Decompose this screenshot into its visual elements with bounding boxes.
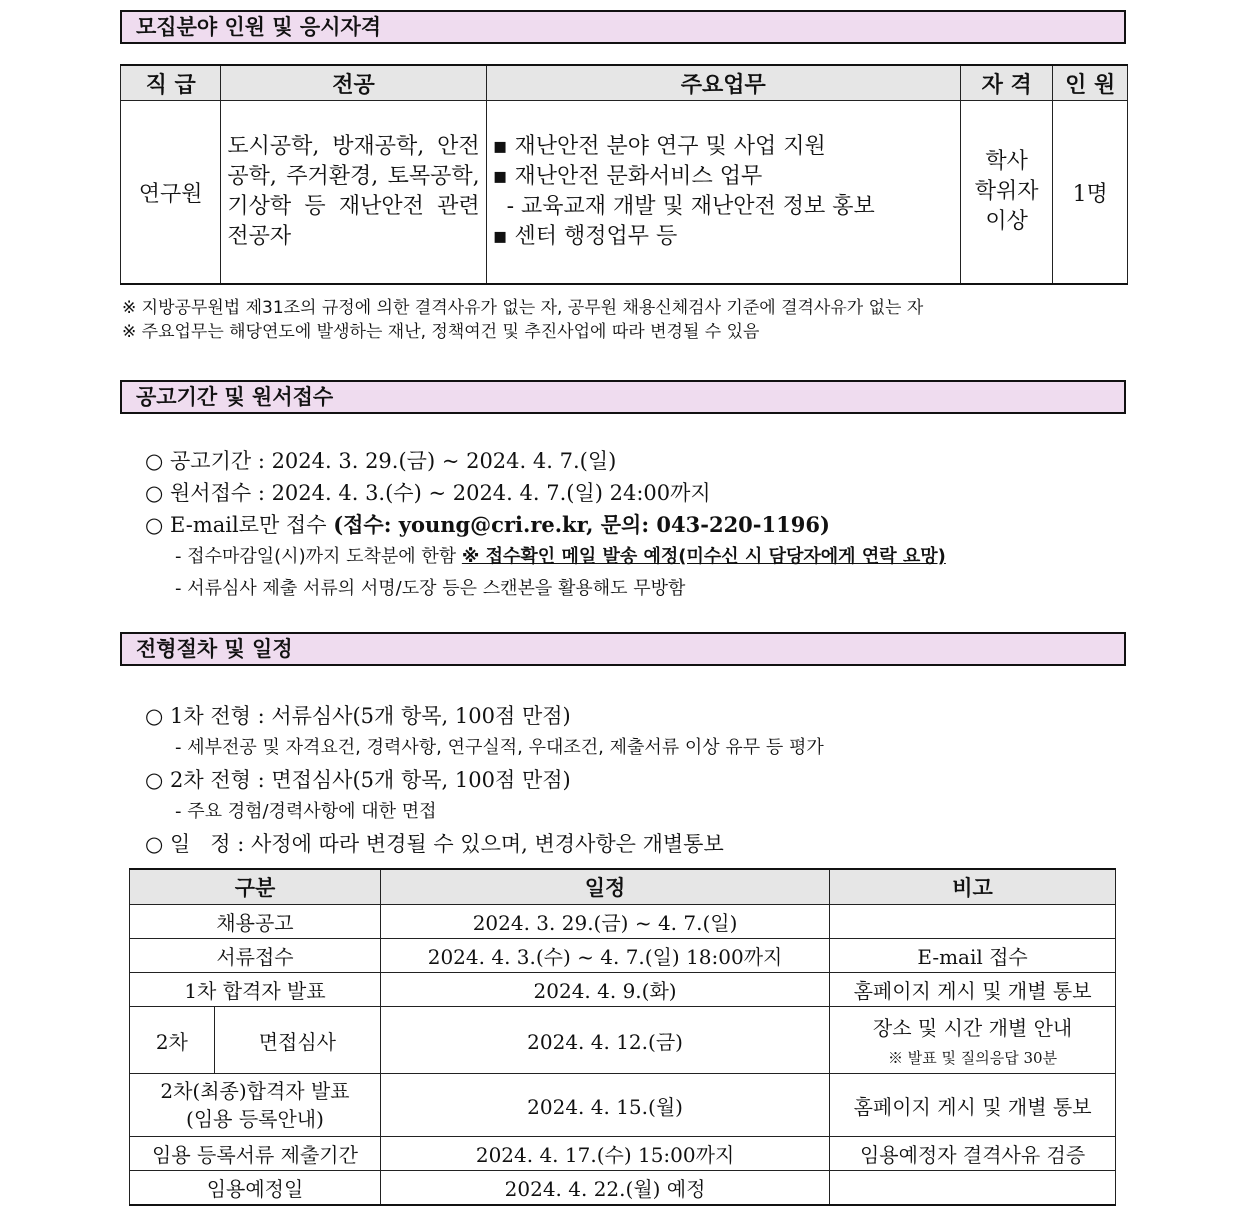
row-date: 2024. 4. 15.(월) [380,1074,829,1137]
confirmation-note: ※ 접수확인 메일 발송 예정(미수신 시 담당자에게 연락 요망) [461,546,946,567]
col-duties: 주요업무 [486,65,960,101]
table-row [130,905,1116,939]
row-note: 홈페이지 게시 및 개별 통보 [830,1074,1116,1137]
row-note: E-mail 접수 [830,939,1116,973]
row-category: 임용예정일 [130,1171,381,1206]
duty-item: ▪ 센터 행정업무 등 [492,224,678,249]
step1-detail: - 세부전공 및 자격요건, 경력사항, 연구실적, 우대조건, 제출서류 이상 유무 등 평가 [175,737,824,758]
schedule-header-row [130,869,1116,905]
col-note: 비고 [830,869,1116,905]
step2: ○ 2차 전형 : 면접심사(5개 항목, 100점 만점) [145,768,571,792]
row-date: 2024. 4. 22.(월) 예정 [380,1171,829,1206]
qualification-line: 학위자 [974,179,1039,204]
table-row [130,1074,1116,1137]
note-line: ※ 지방공무원법 제31조의 규정에 의한 결격사유가 없는 자, 공무원 채용신체검사 기준에 결격사유가 없는 자 [122,298,924,318]
email-prefix: ○ E-mail로만 접수 [145,513,334,537]
notes [122,296,923,344]
note-small: ※ 발표 및 질의응답 30분 [888,1049,1058,1067]
col-category: 구분 [130,869,381,905]
recruitment-header-row [121,65,1128,101]
row-date: 2024. 4. 17.(수) 15:00까지 [380,1137,829,1171]
duty-subitem: - 교육교재 개발 및 재난안전 정보 홍보 [492,194,875,219]
table-row [130,1171,1116,1206]
deadline-note [145,541,946,573]
row-category: 임용 등록서류 제출기간 [130,1137,381,1171]
schedule-table [129,868,1116,1206]
qualification-line: 이상 [985,209,1028,234]
table-row [130,1007,1116,1074]
table-row [130,939,1116,973]
row-note [830,905,1116,939]
scan-note: - 서류심사 제출 서류의 서명/도장 등은 스캔본을 활용해도 무방함 [175,578,686,599]
step1: ○ 1차 전형 : 서류심사(5개 항목, 100점 만점) [145,704,571,728]
row-date: 2024. 4. 3.(수) ~ 4. 7.(일) 18:00까지 [380,939,829,973]
category-line: 2차(최종)합격자 발표 [160,1079,350,1103]
major-cell: 도시공학, 방재공학, 안전공학, 주거환경, 토목공학, 기상학 등 재난안전 관련 전공자 [221,101,486,285]
row-date: 2024. 4. 9.(화) [380,973,829,1007]
row-category: 2차 [130,1007,215,1074]
row-note [830,1007,1116,1074]
schedule-note: ○ 일 정 : 사정에 따라 변경될 수 있으며, 변경사항은 개별통보 [145,832,724,856]
row-date: 2024. 4. 12.(금) [380,1007,829,1074]
row-note: 홈페이지 게시 및 개별 통보 [830,973,1116,1007]
email-contact: (접수: young@cri.re.kr, 문의: 043-220-1196) [333,512,830,537]
duties-cell [486,101,960,285]
category-line: (임용 등록안내) [186,1107,324,1131]
section-title-recruitment: 모집분야 인원 및 응시자격 [120,10,1126,44]
col-date: 일정 [380,869,829,905]
table-row [130,1137,1116,1171]
duty-item: ▪ 재난안전 문화서비스 업무 [492,164,763,189]
announcement-period: ○ 공고기간 : 2024. 3. 29.(금) ~ 2024. 4. 7.(일) [145,449,617,473]
row-subcategory: 면접심사 [214,1007,380,1074]
section-title-application: 공고기간 및 원서접수 [120,380,1126,414]
email-reception [145,509,946,541]
reception-period: ○ 원서접수 : 2024. 4. 3.(수) ~ 2024. 4. 7.(일) 24:00까지 [145,481,711,505]
section-title-procedure: 전형절차 및 일정 [120,632,1126,666]
col-major: 전공 [221,65,486,101]
col-rank: 직 급 [121,65,221,101]
qualification-line: 학사 [985,149,1028,174]
row-category: 1차 합격자 발표 [130,973,381,1007]
rank-cell: 연구원 [121,101,221,285]
row-note [830,1171,1116,1206]
row-category [130,1074,381,1137]
application-info [145,445,946,605]
qualification-cell [960,101,1052,285]
recruitment-table [120,64,1128,285]
row-date: 2024. 3. 29.(금) ~ 4. 7.(일) [380,905,829,939]
step2-detail: - 주요 경험/경력사항에 대한 면접 [175,801,437,822]
note-line: ※ 주요업무는 해당연도에 발생하는 재난, 정책여건 및 추진사업에 따라 변경될 수 있음 [122,322,760,342]
row-note: 임용예정자 결격사유 검증 [830,1137,1116,1171]
table-row [130,973,1116,1007]
duty-item: ▪ 재난안전 분야 연구 및 사업 지원 [492,134,826,159]
deadline-text: - 접수마감일(시)까지 도착분에 한함 [175,546,462,567]
row-category: 서류접수 [130,939,381,973]
row-category: 채용공고 [130,905,381,939]
col-count: 인 원 [1053,65,1128,101]
col-qualification: 자 격 [960,65,1052,101]
note-main: 장소 및 시간 개별 안내 [872,1016,1073,1040]
procedure-info [145,700,824,860]
recruitment-row [121,101,1128,285]
count-cell: 1명 [1053,101,1128,285]
